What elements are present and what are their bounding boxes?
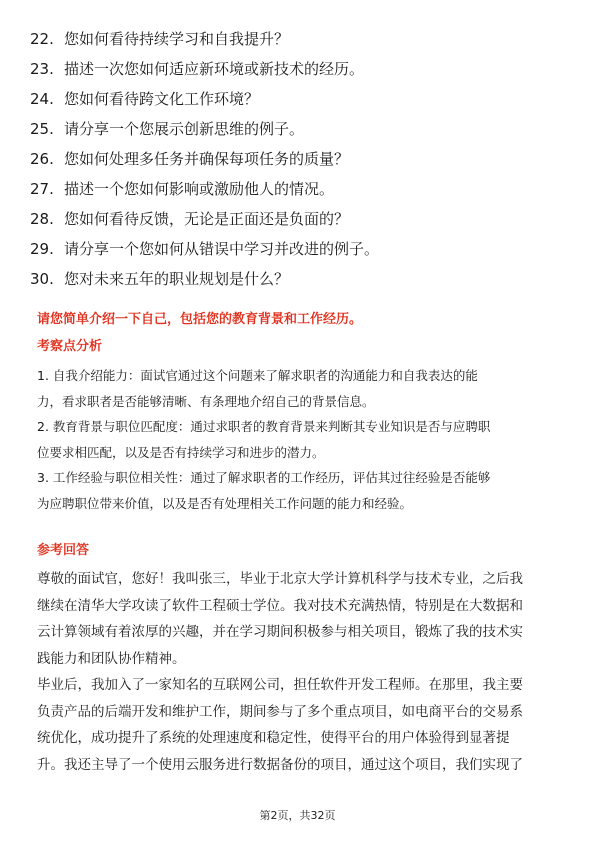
question-number: 26. (30, 150, 54, 168)
question-number: 25. (30, 120, 54, 138)
answer-line: 升。我还主导了一个使用云服务进行数据备份的项目，通过这个项目，我们实现了 (37, 756, 523, 773)
answer-line: 尊敬的面试官，您好！我叫张三，毕业于北京大学计算机科学与技术专业，之后我 (37, 571, 523, 587)
answer-line: 践能力和团队协作精神。 (37, 650, 186, 667)
analysis-line: 2. 教育背景与职位匹配度：通过求职者的教育背景来判断其专业知识是否与应聘职 (37, 419, 491, 434)
question-text: 描述一次您如何适应新环境或新技术的经历。 (64, 60, 365, 78)
question-item (30, 54, 575, 84)
question-text: 您如何看待反馈，无论是正面还是负面的？ (64, 210, 350, 228)
question-number: 23. (30, 60, 54, 78)
answer-line: 毕业后，我加入了一家知名的互联网公司，担任软件开发工程师。在那里，我主要 (37, 677, 523, 693)
question-text: 请分享一个您如何从错误中学习并改进的例子。 (64, 240, 380, 258)
question-item (30, 114, 575, 144)
analysis-line: 力，看求职者是否能够清晰、有条理地介绍自己的背景信息。 (37, 393, 375, 409)
question-number: 30. (30, 270, 54, 288)
question-item (30, 234, 575, 264)
analysis-line: 位要求相匹配，以及是否有持续学习和进步的潜力。 (37, 444, 325, 460)
question-text: 您如何看待跨文化工作环境？ (64, 90, 260, 108)
question-number: 22. (30, 30, 54, 48)
analysis-body (37, 363, 567, 516)
question-item (30, 144, 575, 174)
analysis-heading: 考察点分析 (37, 339, 103, 354)
question-number: 29. (30, 240, 54, 258)
question-number: 28. (30, 210, 54, 228)
analysis-line: 为应聘职位带来价值，以及是否有处理相关工作问题的能力和经验。 (37, 495, 413, 511)
question-text: 您如何处理多任务并确保每项任务的质量？ (64, 150, 350, 168)
answer-line: 统优化，成功提升了系统的处理速度和稳定性，使得平台的用户体验得到显著提 (37, 730, 510, 746)
analysis-line: 3. 工作经验与职位相关性：通过了解求职者的工作经历，评估其过往经验是否能够 (37, 470, 491, 485)
reference-answer-heading: 参考回答 (37, 543, 90, 558)
question-item (30, 24, 575, 54)
question-item (30, 204, 575, 234)
question-text: 描述一个您如何影响或激励他人的情况。 (64, 180, 335, 198)
question-text: 请分享一个您展示创新思维的例子。 (64, 120, 305, 138)
answer-line: 继续在清华大学攻读了软件工程硕士学位。我对技术充满热情，特别是在大数据和 (37, 597, 523, 614)
question-number: 27. (30, 180, 54, 198)
reference-answer-body (37, 566, 567, 778)
question-number: 24. (30, 90, 54, 108)
question-text: 您对未来五年的职业规划是什么？ (64, 270, 290, 288)
analysis-line: 1. 自我介绍能力：面试官通过这个问题来了解求职者的沟通能力和自我表达的能 (37, 368, 478, 383)
question-item (30, 84, 575, 114)
question-text: 您如何看待持续学习和自我提升？ (64, 30, 290, 48)
featured-question: 请您简单介绍一下自己，包括您的教育背景和工作经历。 (37, 312, 363, 327)
page-footer: 第2页，共32页 (259, 809, 336, 822)
question-item (30, 264, 575, 294)
question-list (30, 24, 575, 294)
question-item (30, 174, 575, 204)
answer-line: 负责产品的后端开发和维护工作，期间参与了多个重点项目，如电商平台的交易系 (37, 703, 523, 720)
answer-line: 云计算领域有着浓厚的兴趣，并在学习期间积极参与相关项目，锻炼了我的技术实 (37, 624, 523, 640)
